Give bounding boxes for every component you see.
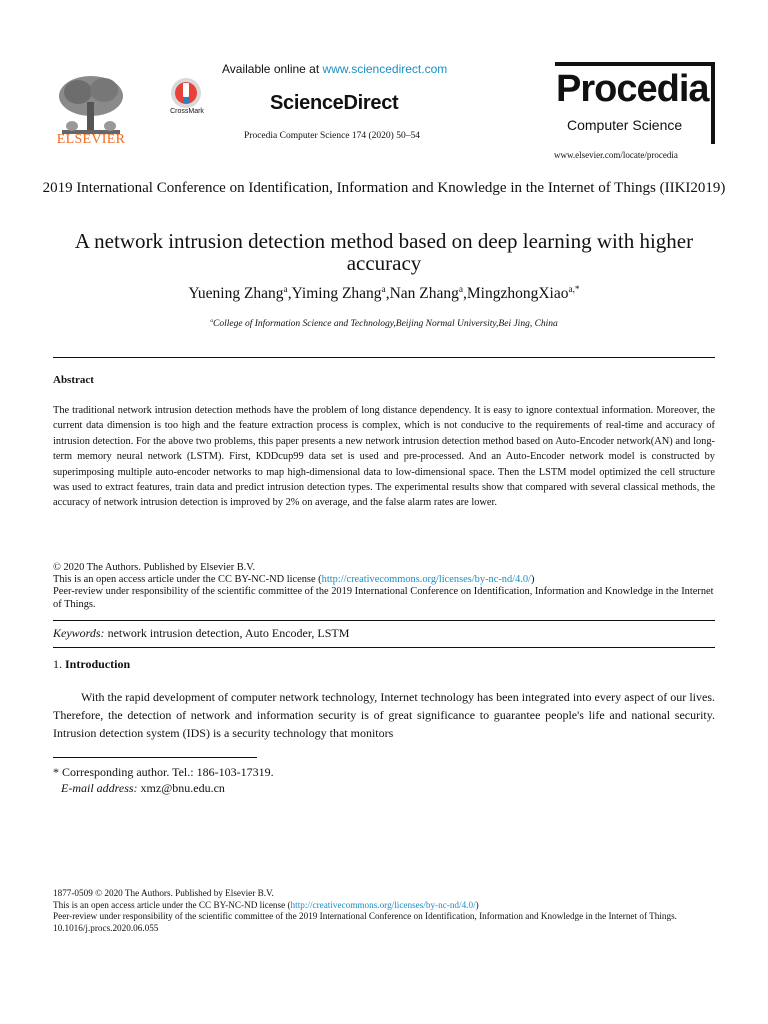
- procedia-wordmark: Procedia: [556, 68, 709, 110]
- peer-review-line: Peer-review under responsibility of the scientific committee of the 2019 International Conference on Identification, Information and Knowledge in the Internet of Things.: [53, 911, 677, 922]
- available-online: [222, 62, 472, 76]
- author-affil-mark: a: [458, 285, 463, 295]
- author-name: Yiming Zhang: [291, 285, 382, 303]
- section-title: Introduction: [65, 657, 131, 671]
- license-prefix: This is an open access article under the CC BY-NC-ND license (: [53, 574, 322, 586]
- author-affil-mark: a: [381, 285, 386, 295]
- license-line: [53, 574, 715, 586]
- author-name: MingzhongXiao: [466, 285, 569, 303]
- copyright-line: © 2020 The Authors. Published by Elsevier B.V.: [53, 562, 256, 573]
- email-line: [53, 780, 274, 796]
- procedia-subtitle: Computer Science: [567, 117, 683, 133]
- crossmark-label: CrossMark: [170, 108, 204, 115]
- journal-reference: Procedia Computer Science 174 (2020) 50–54: [244, 131, 420, 141]
- author-list: Yuening Zhang$^a$,Yiming Zhang$^a$,Nan Zhang$^a$,MingzhongXiao$^{a,*}$: [188, 285, 580, 303]
- license-prefix: This is an open access article under the CC BY-NC-ND license (: [53, 899, 291, 910]
- affiliation-text: College of Information Science and Technology,Beijing Normal University,Bei Jing, China: [213, 319, 558, 330]
- author-name: Nan Zhang: [389, 285, 459, 303]
- paper-title: A network intrusion detection method based on deep learning with higher accuracy: [74, 229, 694, 275]
- peer-review-line: Peer-review under responsibility of the scientific committee of the 2019 International Conference on Identification, Information and Knowledge in the Internet of Things.: [53, 586, 714, 610]
- license-suffix: ): [530, 574, 535, 586]
- section-number: 1.: [53, 657, 65, 671]
- divider: [53, 357, 715, 358]
- sciencedirect-link[interactable]: www.sciencedirect.com: [322, 62, 448, 76]
- conference-name: 2019 International Conference on Identification, Information and Knowledge in the Internet of Things (IIKI2019): [42, 180, 726, 196]
- divider: [53, 647, 715, 648]
- license-suffix: ): [475, 899, 479, 910]
- author-name: Yuening Zhang: [188, 285, 284, 303]
- section-heading: [53, 657, 130, 672]
- sciencedirect-wordmark: ScienceDirect: [270, 92, 399, 114]
- keywords-text: network intrusion detection, Auto Encoder, LSTM: [104, 626, 350, 640]
- affiliation-mark: a: [210, 318, 214, 324]
- journal-url[interactable]: www.elsevier.com/locate/procedia: [554, 150, 678, 160]
- affiliation: [40, 318, 728, 329]
- abstract-text: The traditional network intrusion detection methods have the problem of long distance dependency. It is easy to ignore contextual information. Moreover, the current data dimension is too high and the feature extraction process is complex, which is not conducive to the requirements of real-time and accuracy of intrusion detection. For the above two problems, this paper presents a new network intrusion detection method based on Auto-Encoder network(AN) and long-term memory neural network (LSTM). First, KDDcup99 data set is used and pre-processed. And an Auto-Encoder network model is constructed by superimposing multiple auto-encoder networks to map high-dimensional data to low-dimensional space. Then the LSTM model optimized the cell structure was used to extract features, train data and predict intrusion detection types. The experimental results show that compared with several classical methods, the accuracy of network intrusion detection is improved by 2% on average, and the false alarm rates are lower.: [53, 405, 715, 509]
- bottom-matter: [53, 888, 715, 934]
- license-link[interactable]: http://creativecommons.org/licenses/by-nc-nd/4.0/: [290, 899, 476, 910]
- author-affil-mark: a: [283, 285, 288, 295]
- keywords: [53, 626, 349, 641]
- corresponding-author: * Corresponding author. Tel.: 186-103-17319.: [53, 765, 274, 779]
- license-line: [53, 900, 715, 912]
- email-label: E-mail address:: [61, 781, 138, 795]
- author-affil-mark: a,*: [568, 285, 580, 295]
- abstract-heading: Abstract: [53, 374, 94, 386]
- footnote: [53, 764, 274, 796]
- license-link[interactable]: http://creativecommons.org/licenses/by-nc-nd/4.0/: [321, 574, 531, 586]
- footnote-rule: [53, 757, 257, 758]
- available-prefix: Available online at: [222, 62, 323, 76]
- intro-paragraph: With the rapid development of computer network technology, Internet technology has been integrated into every aspect of our lives. Therefore, the detection of network and information security is of great significance to guarantee people's life and national security. Intrusion detection system (IDS) is a security technology that monitors: [53, 690, 715, 740]
- elsevier-wordmark: ELSEVIER: [56, 132, 126, 147]
- keywords-label: Keywords:: [53, 626, 105, 640]
- divider: [53, 620, 715, 621]
- copyright-block: [53, 562, 715, 611]
- email-address[interactable]: xmz@bnu.edu.cn: [137, 781, 225, 795]
- issn-line: 1877-0509 © 2020 The Authors. Published by Elsevier B.V.: [53, 888, 274, 898]
- doi[interactable]: 10.1016/j.procs.2020.06.055: [53, 922, 159, 933]
